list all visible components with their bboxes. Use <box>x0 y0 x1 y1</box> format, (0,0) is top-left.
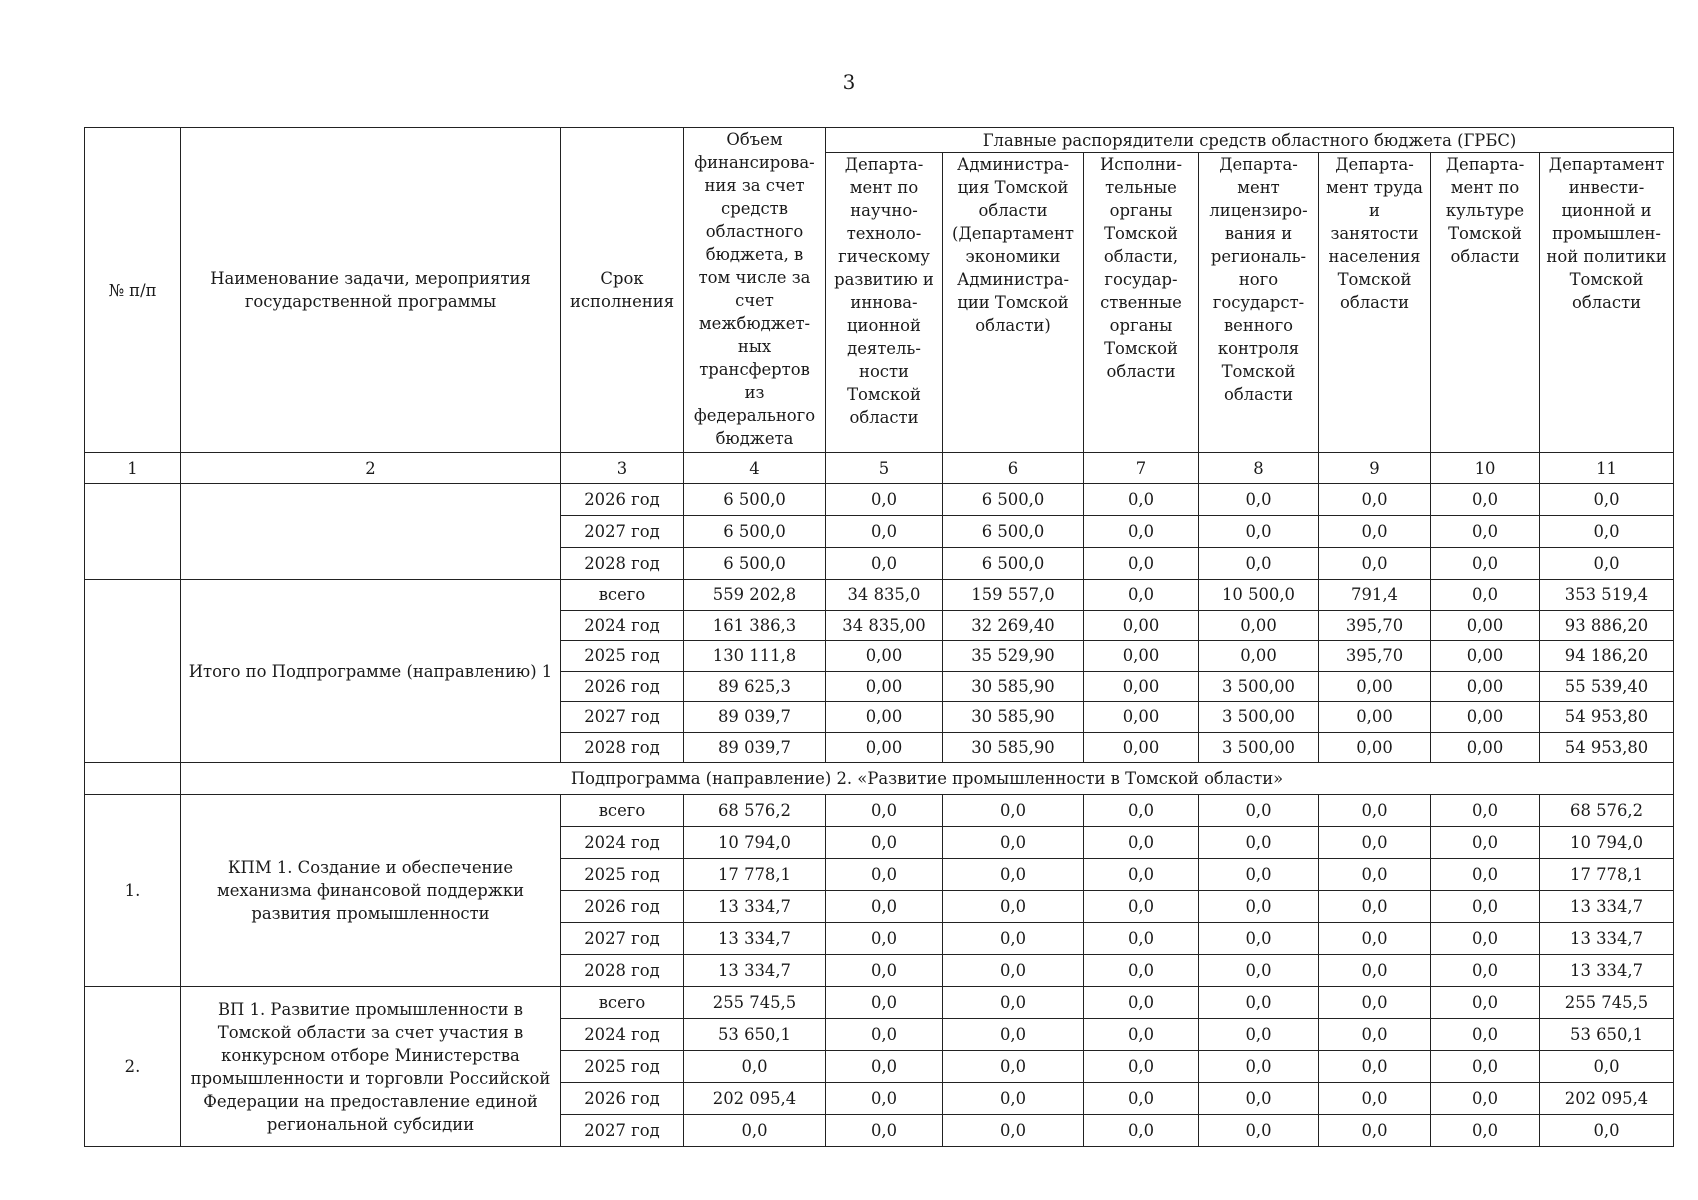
value-cell: 0,00 <box>1084 641 1199 672</box>
column-number: 8 <box>1199 453 1319 484</box>
value-cell: 0,0 <box>1431 859 1540 891</box>
value-cell: 3 500,00 <box>1199 702 1319 733</box>
value-cell: 0,0 <box>1199 1083 1319 1115</box>
value-cell: 395,70 <box>1319 641 1431 672</box>
value-cell: 255 745,5 <box>684 987 826 1019</box>
value-cell: 0,0 <box>826 955 943 987</box>
value-cell: 17 778,1 <box>684 859 826 891</box>
value-cell: 0,0 <box>826 987 943 1019</box>
value-cell: 0,0 <box>943 923 1084 955</box>
value-cell: 10 794,0 <box>1540 827 1674 859</box>
value-cell: 0,0 <box>1431 1083 1540 1115</box>
value-cell: 0,0 <box>1199 891 1319 923</box>
value-cell: 0,0 <box>826 1115 943 1147</box>
value-cell: 68 576,2 <box>684 795 826 827</box>
term-cell: всего <box>561 795 684 827</box>
value-cell: 10 500,0 <box>1199 580 1319 611</box>
value-cell: 0,0 <box>684 1051 826 1083</box>
value-cell: 0,0 <box>1084 1083 1199 1115</box>
value-cell: 0,0 <box>1540 484 1674 516</box>
value-cell: 0,0 <box>1084 516 1199 548</box>
value-cell: 0,0 <box>826 548 943 580</box>
value-cell: 0,0 <box>1540 548 1674 580</box>
value-cell: 0,00 <box>1084 702 1199 733</box>
value-cell: 0,0 <box>684 1115 826 1147</box>
item-name-cell <box>181 484 561 580</box>
value-cell: 559 202,8 <box>684 580 826 611</box>
column-number: 1 <box>85 453 181 484</box>
value-cell: 0,00 <box>826 732 943 763</box>
table-row <box>85 580 1674 611</box>
value-cell: 0,00 <box>1431 671 1540 702</box>
table-row <box>85 987 1674 1019</box>
value-cell: 0,0 <box>1319 987 1431 1019</box>
value-cell: 791,4 <box>1319 580 1431 611</box>
value-cell: 0,0 <box>1199 795 1319 827</box>
value-cell: 0,0 <box>1199 827 1319 859</box>
term-cell: 2028 год <box>561 732 684 763</box>
term-cell: 2025 год <box>561 1051 684 1083</box>
value-cell: 6 500,0 <box>943 516 1084 548</box>
row-number-cell <box>85 484 181 580</box>
row-number-cell: 2. <box>85 987 181 1147</box>
value-cell: 0,0 <box>1319 1083 1431 1115</box>
value-cell: 0,00 <box>1084 671 1199 702</box>
value-cell: 3 500,00 <box>1199 732 1319 763</box>
value-cell: 0,0 <box>943 1115 1084 1147</box>
value-cell: 0,0 <box>1431 955 1540 987</box>
column-number: 7 <box>1084 453 1199 484</box>
value-cell: 159 557,0 <box>943 580 1084 611</box>
value-cell: 34 835,0 <box>826 580 943 611</box>
value-cell: 0,00 <box>1199 641 1319 672</box>
value-cell: 0,0 <box>826 1083 943 1115</box>
header-col-volume: Объем финансирова-ния за счет средств областного бюджета, в том числе за счет межбюджет-ных трансфертов из федерального бюджета <box>684 128 826 453</box>
page-number: 3 <box>842 70 856 94</box>
value-cell: 0,00 <box>1431 732 1540 763</box>
value-cell: 0,0 <box>1084 484 1199 516</box>
item-name-cell: КПМ 1. Создание и обеспечение механизма финансовой поддержки развития промышленности <box>181 795 561 987</box>
term-cell: всего <box>561 580 684 611</box>
value-cell: 94 186,20 <box>1540 641 1674 672</box>
term-cell: всего <box>561 987 684 1019</box>
term-cell: 2026 год <box>561 1083 684 1115</box>
value-cell: 0,0 <box>1084 1019 1199 1051</box>
value-cell: 6 500,0 <box>684 516 826 548</box>
term-cell: 2024 год <box>561 610 684 641</box>
term-cell: 2027 год <box>561 1115 684 1147</box>
term-cell: 2026 год <box>561 671 684 702</box>
value-cell: 6 500,0 <box>684 484 826 516</box>
value-cell: 0,0 <box>1199 987 1319 1019</box>
value-cell: 0,00 <box>826 641 943 672</box>
value-cell: 0,0 <box>1540 1051 1674 1083</box>
budget-table <box>84 127 1674 1147</box>
value-cell: 0,0 <box>1431 1051 1540 1083</box>
column-number: 5 <box>826 453 943 484</box>
value-cell: 6 500,0 <box>684 548 826 580</box>
value-cell: 0,0 <box>1199 516 1319 548</box>
value-cell: 0,0 <box>1199 1115 1319 1147</box>
value-cell: 0,00 <box>826 702 943 733</box>
value-cell: 0,00 <box>1431 702 1540 733</box>
value-cell: 0,0 <box>1319 955 1431 987</box>
value-cell: 395,70 <box>1319 610 1431 641</box>
header-col-name: Наименование задачи, мероприятия государственной программы <box>181 128 561 453</box>
value-cell: 89 625,3 <box>684 671 826 702</box>
value-cell: 0,0 <box>1431 1115 1540 1147</box>
value-cell: 202 095,4 <box>684 1083 826 1115</box>
value-cell: 89 039,7 <box>684 702 826 733</box>
value-cell: 0,0 <box>1199 484 1319 516</box>
column-number: 6 <box>943 453 1084 484</box>
item-name-cell: Итого по Подпрограмме (направлению) 1 <box>181 580 561 763</box>
table-row <box>85 484 1674 516</box>
value-cell: 0,0 <box>1084 795 1199 827</box>
header-grbs-title: Главные распорядители средств областного бюджета (ГРБС) <box>826 128 1674 153</box>
value-cell: 13 334,7 <box>684 955 826 987</box>
value-cell: 0,0 <box>1431 548 1540 580</box>
term-cell: 2026 год <box>561 891 684 923</box>
header-grbs-col: Департа-мент по культуре Томской области <box>1431 153 1540 453</box>
column-number-row <box>85 453 1674 484</box>
value-cell: 0,0 <box>826 795 943 827</box>
value-cell: 0,00 <box>1431 641 1540 672</box>
value-cell: 10 794,0 <box>684 827 826 859</box>
value-cell: 0,0 <box>1319 1051 1431 1083</box>
value-cell: 0,00 <box>1084 610 1199 641</box>
value-cell: 0,0 <box>826 1019 943 1051</box>
column-number: 9 <box>1319 453 1431 484</box>
value-cell: 17 778,1 <box>1540 859 1674 891</box>
value-cell: 202 095,4 <box>1540 1083 1674 1115</box>
header-grbs-col: Департамент инвести-ционной и промышлен-ной политики Томской области <box>1540 153 1674 453</box>
value-cell: 68 576,2 <box>1540 795 1674 827</box>
value-cell: 0,0 <box>1431 516 1540 548</box>
value-cell: 93 886,20 <box>1540 610 1674 641</box>
value-cell: 0,0 <box>1431 580 1540 611</box>
value-cell: 0,0 <box>1084 987 1199 1019</box>
value-cell: 0,0 <box>1199 1051 1319 1083</box>
value-cell: 0,00 <box>1319 732 1431 763</box>
column-number: 2 <box>181 453 561 484</box>
value-cell: 13 334,7 <box>1540 891 1674 923</box>
value-cell: 53 650,1 <box>684 1019 826 1051</box>
value-cell: 0,0 <box>1431 827 1540 859</box>
value-cell: 0,0 <box>1319 548 1431 580</box>
value-cell: 0,0 <box>1540 516 1674 548</box>
value-cell: 30 585,90 <box>943 732 1084 763</box>
value-cell: 0,00 <box>826 671 943 702</box>
header-grbs-col: Департа-мент по научно-техноло-гическому развитию и иннова-ционной деятель-ности Томской области <box>826 153 943 453</box>
value-cell: 161 386,3 <box>684 610 826 641</box>
header-grbs-col: Исполни-тельные органы Томской области, государ-ственные органы Томской области <box>1084 153 1199 453</box>
value-cell: 53 650,1 <box>1540 1019 1674 1051</box>
column-number: 11 <box>1540 453 1674 484</box>
value-cell: 0,0 <box>1084 891 1199 923</box>
value-cell: 0,0 <box>943 827 1084 859</box>
value-cell: 54 953,80 <box>1540 732 1674 763</box>
value-cell: 0,0 <box>1431 484 1540 516</box>
table-row <box>85 795 1674 827</box>
value-cell: 54 953,80 <box>1540 702 1674 733</box>
term-cell: 2028 год <box>561 548 684 580</box>
value-cell: 0,0 <box>1084 955 1199 987</box>
value-cell: 0,0 <box>1319 859 1431 891</box>
term-cell: 2024 год <box>561 827 684 859</box>
value-cell: 0,0 <box>1199 859 1319 891</box>
value-cell: 0,0 <box>1319 923 1431 955</box>
value-cell: 0,0 <box>1199 923 1319 955</box>
value-cell: 0,0 <box>1199 548 1319 580</box>
value-cell: 89 039,7 <box>684 732 826 763</box>
row-number-cell <box>85 580 181 763</box>
value-cell: 0,0 <box>943 955 1084 987</box>
value-cell: 6 500,0 <box>943 548 1084 580</box>
column-number: 10 <box>1431 453 1540 484</box>
header-grbs-col: Департа-мент труда и занятости населения Томской области <box>1319 153 1431 453</box>
value-cell: 0,0 <box>1431 923 1540 955</box>
value-cell: 0,0 <box>943 891 1084 923</box>
value-cell: 0,0 <box>1319 795 1431 827</box>
header-grbs-col: Департа-мент лицензиро-вания и региональ-ного государст-венного контроля Томской области <box>1199 153 1319 453</box>
value-cell: 0,0 <box>1084 923 1199 955</box>
value-cell: 0,0 <box>1431 795 1540 827</box>
row-number-cell <box>85 763 181 795</box>
column-number: 3 <box>561 453 684 484</box>
value-cell: 0,0 <box>1540 1115 1674 1147</box>
value-cell: 55 539,40 <box>1540 671 1674 702</box>
value-cell: 0,0 <box>826 1051 943 1083</box>
value-cell: 0,0 <box>826 516 943 548</box>
value-cell: 0,00 <box>1319 702 1431 733</box>
value-cell: 0,0 <box>1084 859 1199 891</box>
value-cell: 0,0 <box>1199 955 1319 987</box>
term-cell: 2025 год <box>561 641 684 672</box>
value-cell: 130 111,8 <box>684 641 826 672</box>
value-cell: 0,0 <box>1084 1051 1199 1083</box>
value-cell: 0,0 <box>1084 827 1199 859</box>
term-cell: 2027 год <box>561 516 684 548</box>
value-cell: 30 585,90 <box>943 671 1084 702</box>
table-body <box>85 484 1674 1147</box>
term-cell: 2026 год <box>561 484 684 516</box>
value-cell: 0,0 <box>943 859 1084 891</box>
header-grbs-col: Администра-ция Томской области (Департамент экономики Администра-ции Томской области) <box>943 153 1084 453</box>
value-cell: 0,0 <box>1084 1115 1199 1147</box>
value-cell: 30 585,90 <box>943 702 1084 733</box>
value-cell: 0,0 <box>943 1051 1084 1083</box>
value-cell: 0,0 <box>1319 516 1431 548</box>
value-cell: 0,00 <box>1431 610 1540 641</box>
term-cell: 2027 год <box>561 702 684 733</box>
value-cell: 0,0 <box>1319 891 1431 923</box>
value-cell: 0,0 <box>1431 1019 1540 1051</box>
value-cell: 0,0 <box>943 795 1084 827</box>
value-cell: 32 269,40 <box>943 610 1084 641</box>
term-cell: 2025 год <box>561 859 684 891</box>
value-cell: 3 500,00 <box>1199 671 1319 702</box>
subprogram-title: Подпрограмма (направление) 2. «Развитие промышленности в Томской области» <box>181 763 1674 795</box>
term-cell: 2027 год <box>561 923 684 955</box>
value-cell: 13 334,7 <box>684 923 826 955</box>
value-cell: 0,0 <box>1319 1019 1431 1051</box>
value-cell: 34 835,00 <box>826 610 943 641</box>
value-cell: 0,0 <box>826 827 943 859</box>
value-cell: 13 334,7 <box>1540 955 1674 987</box>
value-cell: 0,0 <box>1319 1115 1431 1147</box>
value-cell: 13 334,7 <box>1540 923 1674 955</box>
column-number: 4 <box>684 453 826 484</box>
row-number-cell: 1. <box>85 795 181 987</box>
value-cell: 0,0 <box>1084 548 1199 580</box>
item-name-cell: ВП 1. Развитие промышленности в Томской области за счет участия в конкурсном отборе Министерства промышленности и торговли Российской Федерации на предоставление единой региональной субсидии <box>181 987 561 1147</box>
term-cell: 2024 год <box>561 1019 684 1051</box>
value-cell: 0,0 <box>826 923 943 955</box>
value-cell: 35 529,90 <box>943 641 1084 672</box>
table-header <box>85 128 1674 484</box>
value-cell: 0,0 <box>943 1019 1084 1051</box>
value-cell: 0,0 <box>1431 891 1540 923</box>
value-cell: 353 519,4 <box>1540 580 1674 611</box>
value-cell: 0,0 <box>1319 484 1431 516</box>
value-cell: 6 500,0 <box>943 484 1084 516</box>
value-cell: 255 745,5 <box>1540 987 1674 1019</box>
value-cell: 0,0 <box>1084 580 1199 611</box>
subprogram-row <box>85 763 1674 795</box>
value-cell: 13 334,7 <box>684 891 826 923</box>
value-cell: 0,0 <box>826 484 943 516</box>
value-cell: 0,0 <box>1431 987 1540 1019</box>
value-cell: 0,0 <box>943 1083 1084 1115</box>
value-cell: 0,0 <box>943 987 1084 1019</box>
value-cell: 0,00 <box>1319 671 1431 702</box>
value-cell: 0,00 <box>1199 610 1319 641</box>
value-cell: 0,00 <box>1084 732 1199 763</box>
value-cell: 0,0 <box>826 859 943 891</box>
value-cell: 0,0 <box>1199 1019 1319 1051</box>
header-col-no: № п/п <box>85 128 181 453</box>
value-cell: 0,0 <box>1319 827 1431 859</box>
value-cell: 0,0 <box>826 891 943 923</box>
header-col-term: Срок исполнения <box>561 128 684 453</box>
term-cell: 2028 год <box>561 955 684 987</box>
